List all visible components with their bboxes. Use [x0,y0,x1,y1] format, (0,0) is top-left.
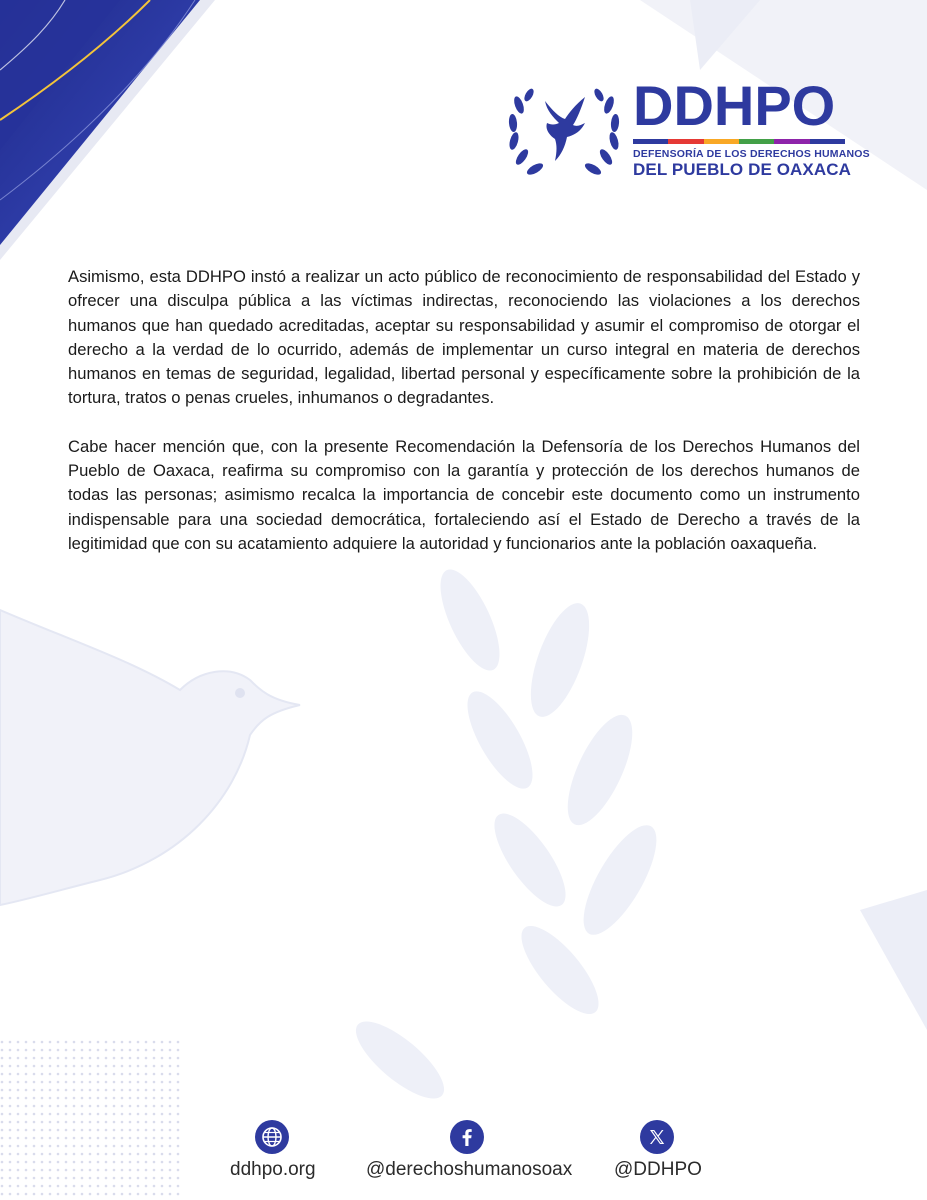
x-handle[interactable]: @DDHPO [614,1159,702,1180]
dove-watermark [0,610,300,905]
facebook-icon [450,1120,484,1154]
document-body [68,265,860,580]
logo-subtitle-line1: DEFENSORÍA DE LOS DERECHOS HUMANOS [633,148,870,160]
footer-website[interactable] [230,1120,314,1181]
ddhpo-logo [503,74,870,185]
logo-title: DDHPO [633,74,836,137]
globe-icon [255,1120,289,1154]
dove-laurel-emblem [503,75,625,185]
website-link[interactable]: ddhpo.org [230,1159,316,1180]
paragraph: Cabe hacer mención que, con la presente Recomendación la Defensoría de los Derechos Humanos del Pueblo de Oaxaca, reafirma su compromiso con la garantía y protección de los derechos humanos de todas las personas; asimismo recalca la importancia de concebir este documento como un instrumento indispensable para una sociedad democrática, fortaleciendo así el Estado de Derecho a través de la legitimidad que con su acatamiento adquiere la autoridad y funcionarios ante la población oaxaqueña. [68,436,860,553]
laurel-watermark [345,562,670,1111]
x-icon [640,1120,674,1154]
footer-facebook[interactable] [366,1120,573,1181]
footer-contacts [0,1120,927,1190]
footer-x[interactable] [614,1120,700,1181]
logo-subtitle-line2: DEL PUEBLO DE OAXACA [633,160,851,179]
facebook-handle[interactable]: @derechoshumanosoax [366,1159,573,1180]
paragraph: Asimismo, esta DDHPO instó a realizar un acto público de reconocimiento de responsabilidad del Estado y ofrecer una disculpa pública a las víctimas indirectas, reconociendo las violaciones a los derechos humanos que han quedado acreditadas, aceptar su responsabilidad y asumir el compromiso de otorgar el derecho a la verdad de lo ocurrido, además de implementar un curso integral en materia de derechos humanos en temas de seguridad, legalidad, libertad personal y específicamente sobre la prohibición de la tortura, tratos o penas crueles, inhumanos o degradantes. [68,267,860,408]
logo-color-stripe [633,139,845,144]
corner-banner [0,0,215,260]
